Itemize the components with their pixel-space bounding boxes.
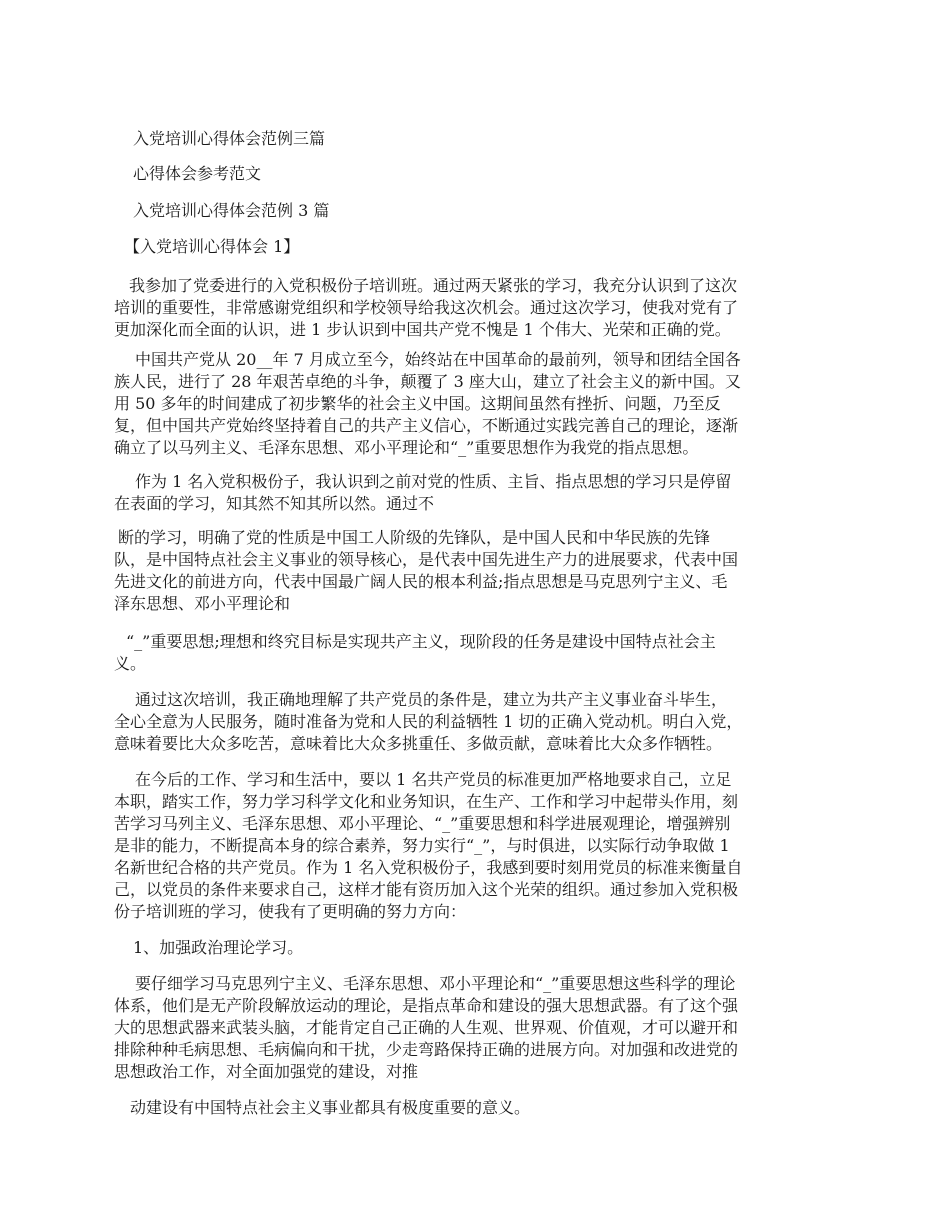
paragraph-line: 意味着要比大众多吃苦，意味着比大众多挑重任、多做贡献，意味着比大众多作牺牲。 xyxy=(114,734,723,753)
paragraph-2-cont xyxy=(114,371,741,459)
paragraph-line: 我参加了党委进行的入党积极份子培训班。通过两天紧张的学习，我充分认识到了这次 xyxy=(129,276,738,295)
paragraph-4-cont xyxy=(114,549,738,615)
paragraph-line: 族人民，进行了 28 年艰苦卓绝的斗争，颠覆了 3 座大山，建立了社会主义的新中国。又 xyxy=(114,372,741,391)
doc-subtitle: 心得体会参考范文 xyxy=(133,164,262,183)
section-title: 【入党培训心得体会 1】 xyxy=(124,237,300,256)
paragraph-line: 用 50 多年的时间建成了初步繁华的社会主义中国。这期间虽然有挫折、问题，乃至反 xyxy=(114,394,721,413)
paragraph-4 xyxy=(118,527,710,549)
paragraph-line: 己，以党员的条件来要求自己，这样才能有资历加入这个光荣的组织。通过参加入党积极 xyxy=(114,880,739,899)
paragraph-line: 断的学习，明确了党的性质是中国工人阶级的先锋队，是中国人民和中华民族的先锋 xyxy=(118,528,711,547)
paragraph-line: 排除种种毛病思想、毛病偏向和干扰，少走弯路保持正确的进展方向。对加强和改进党的 xyxy=(114,1040,739,1059)
paragraph-8 xyxy=(133,937,303,959)
paragraph-line: 体系，他们是无产阶段解放运动的理论，是指点革命和建设的强大思想武器。有了这个强 xyxy=(114,996,739,1015)
paragraph-line: 1、加强政治理论学习。 xyxy=(133,938,304,957)
doc-title: 入党培训心得体会范例三篇 xyxy=(133,129,326,148)
paragraph-line: 复，但中国共产党始终坚持着自己的共产主义信心，不断通过实践完善自己的理论，逐渐 xyxy=(114,416,739,435)
paragraph-3 xyxy=(135,471,731,493)
paragraph-7 xyxy=(135,769,731,791)
paragraph-line: 在今后的工作、学习和生活中，要以 1 名共产党员的标准更加严格地要求自己，立足 xyxy=(135,770,732,789)
paragraph-1 xyxy=(129,275,737,297)
paragraph-line: 先进文化的前进方向，代表中国最广阔人民的根本利益;指点思想是马克思列宁主义、毛 xyxy=(114,572,728,591)
paragraph-line: 更加深化而全面的认识，进 1 步认识到中国共产党不愧是 1 个伟大、光荣和正确的党。 xyxy=(114,320,731,339)
paragraph-9 xyxy=(135,973,735,995)
paragraph-line: 动建设有中国特点社会主义事业都具有极度重要的意义。 xyxy=(130,1098,531,1117)
doc-heading: 入党培训心得体会范例 3 篇 xyxy=(133,201,330,220)
paragraph-line: 确立了以马列主义、毛泽东思想、邓小平理论和“_”重要思想作为我党的指点思想。 xyxy=(114,438,699,457)
paragraph-7-cont xyxy=(114,791,742,923)
paragraph-line: 苦学习马列主义、毛泽东思想、邓小平理论、“_”重要思想和科学进展观理论，增强辨别 xyxy=(114,814,731,833)
paragraph-6-cont xyxy=(114,711,742,755)
paragraph-line: 是非的能力，不断提高本身的综合素养，努力实行“_”，与时俱进，以实际行动争取做 1 xyxy=(114,836,730,855)
paragraph-3-cont xyxy=(114,493,434,515)
paragraph-line: 泽东思想、邓小平理论和 xyxy=(114,594,291,613)
paragraph-line: 全心全意为人民服务，随时准备为党和人民的利益牺牲 1 切的正确入党动机。明白入党， xyxy=(114,712,743,731)
paragraph-line: 通过这次培训，我正确地理解了共产党员的条件是，建立为共产主义事业奋斗毕生， xyxy=(135,690,728,709)
paragraph-line: 队，是中国特点社会主义事业的领导核心，是代表中国先进生产力的进展要求，代表中国 xyxy=(114,550,739,569)
paragraph-1-cont xyxy=(114,297,738,341)
paragraph-line: 本职，踏实工作，努力学习科学文化和业务知识，在生产、工作和学习中起带头作用，刻 xyxy=(114,792,739,811)
paragraph-line: 要仔细学习马克思列宁主义、毛泽东思想、邓小平理论和“_”重要思想这些科学的理论 xyxy=(135,974,736,993)
paragraph-line: “_”重要思想;理想和终究目标是实现共产主义，现阶段的任务是建设中国特点社会主 xyxy=(126,632,716,651)
paragraph-line: 在表面的学习，知其然不知其所以然。通过不 xyxy=(114,494,435,513)
paragraph-line: 中国共产党从 20__年 7 月成立至今，始终站在中国革命的最前列，领导和团结全国各 xyxy=(135,350,741,369)
paragraph-line: 份子培训班的学习，使我有了更明确的努力方向： xyxy=(114,902,467,921)
paragraph-line: 名新世纪合格的共产党员。作为 1 名入党积极份子，我感到要时刻用党员的标准来衡量自 xyxy=(114,858,743,877)
paragraph-5 xyxy=(126,631,716,653)
paragraph-2 xyxy=(135,349,741,371)
paragraph-line: 培训的重要性，非常感谢党组织和学校领导给我这次机会。通过这次学习，使我对党有了 xyxy=(114,298,739,317)
paragraph-line: 作为 1 名入党积极份子，我认识到之前对党的性质、主旨、指点思想的学习只是停留 xyxy=(135,472,732,491)
paragraph-line: 思想政治工作，对全面加强党的建设，对推 xyxy=(114,1062,419,1081)
paragraph-9-cont xyxy=(114,995,738,1083)
paragraph-6 xyxy=(135,689,727,711)
paragraph-line: 大的思想武器来武装头脑，才能肯定自己正确的人生观、世界观、价值观，才可以避开和 xyxy=(114,1018,739,1037)
paragraph-10 xyxy=(130,1097,530,1119)
paragraph-line: 义。 xyxy=(114,654,147,673)
paragraph-5-cont xyxy=(114,653,146,675)
